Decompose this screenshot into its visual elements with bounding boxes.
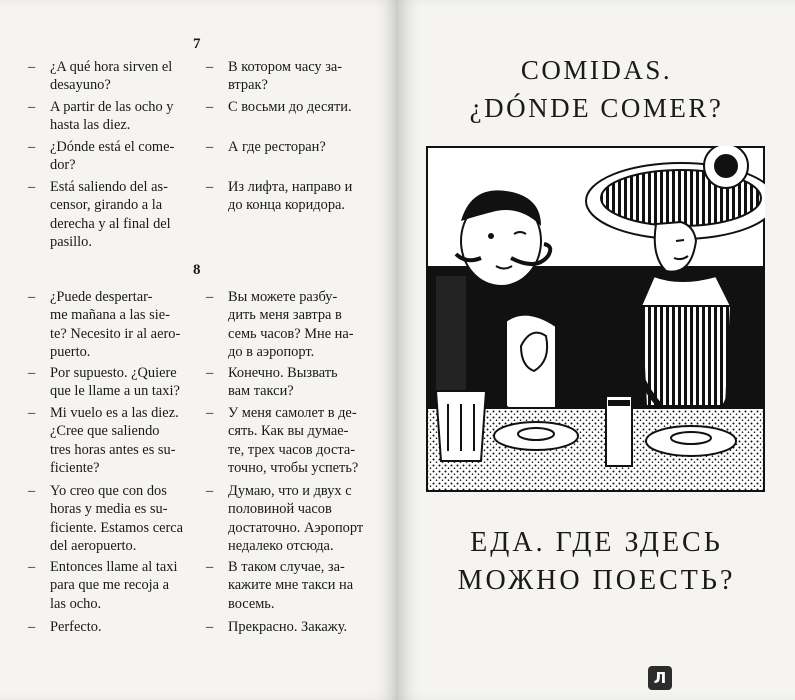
title-es-line1: COMIDAS. [520, 55, 673, 85]
title-ru-line1: ЕДА. ГДЕ ЗДЕСЬ [470, 527, 723, 558]
dining-couple-illustration-icon [426, 146, 765, 492]
title-ru-line2: МОЖНО ПОЕСТЬ? [457, 565, 736, 596]
right-page [398, 0, 795, 700]
left-page: 7 – ¿A qué hora sirven el desayuno? – В котором часу за- втрак? – A partir de las ocho y hasta las diez. – С восьми до десяти. – ¿Dónde está el come- dor? – А где ресторан? – Está saliendo del as- censor, girando a la derecha y al final del pasillo. – Из лифта, направо и до конца коридора. 8 – ¿Puede despertar- me mañana a las sie- te? Necesito ir al aero- puerto. – Вы можете разбу- дить меня завтра в семь часов? Мне на- до в аэропорт. – Por supuesto. ¿Quiere que le llame a un taxi? – Конечно. Вызвать вам такси? – Mi vuelo es a las diez. ¿Cree que saliendo tres horas antes es su- ficiente? – У меня самолет в де- сять. Как вы думае- те, трех часов доста- точно, чтобы успеть? – Yo creo que con dos horas y media es su- ficiente. Estamos cerca del aeropuerto. – Думаю, что и двух с половиной часов достаточно. Аэропорт недалеко отсюда. – Entonces llame al taxi para que me recoja a las ocho. – В таком случае, за- кажите мне такси на восемь. – Perfecto. – Прекрасно. Закажу. [0, 0, 398, 700]
labirint-logo-icon: Л [648, 666, 672, 690]
section-number-7: 7 [193, 36, 201, 52]
section-number-8: 8 [193, 262, 201, 278]
title-es-line2: ¿DÓNDE COMER? [469, 93, 724, 123]
